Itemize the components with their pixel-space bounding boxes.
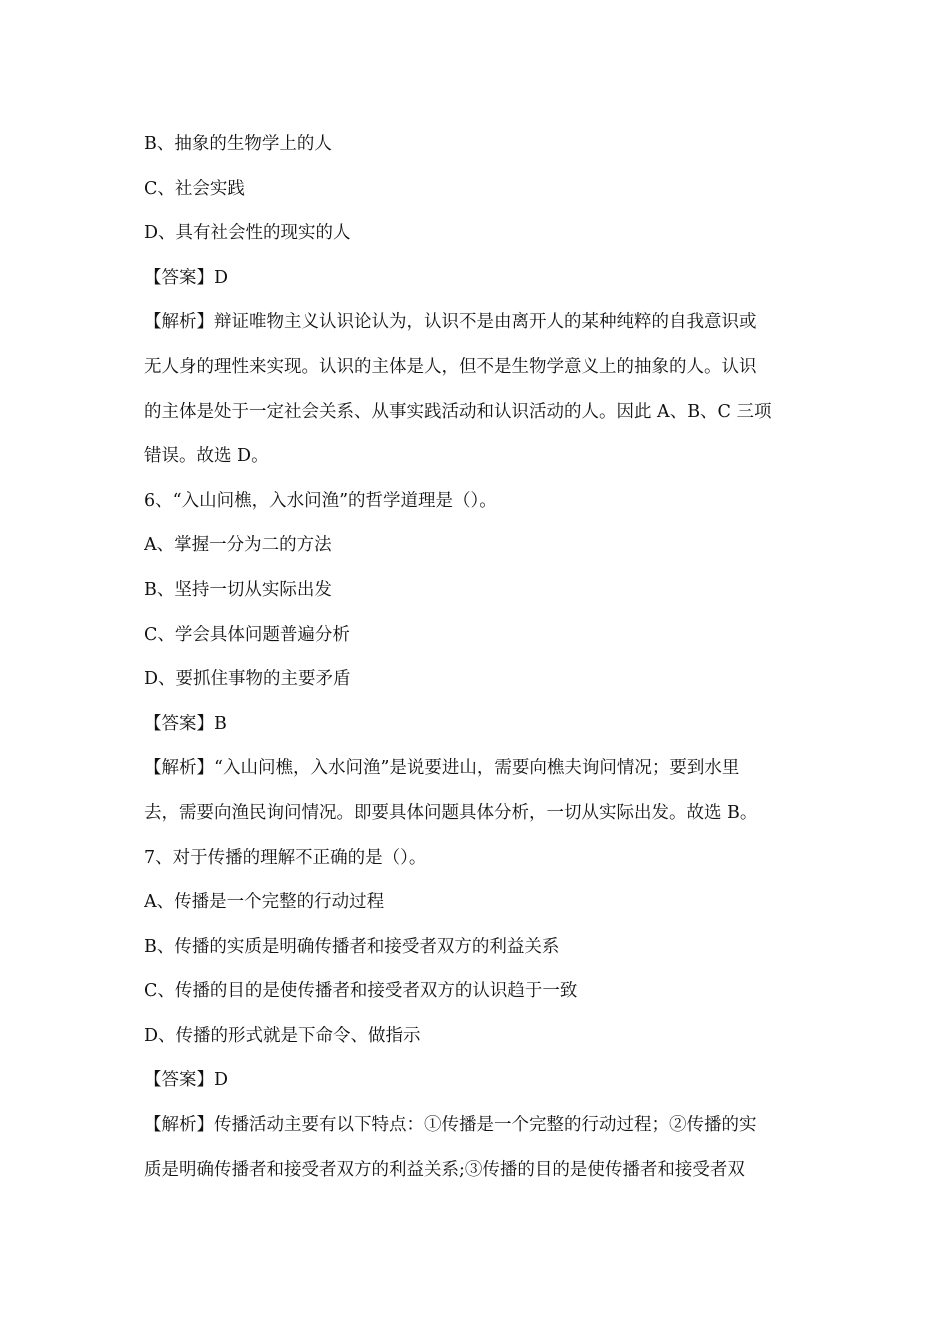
answer-line: 【答案】B [144, 713, 227, 734]
analysis-line: 质是明确传播者和接受者双方的利益关系;③传播的目的是使传播者和接受者双 [144, 1159, 745, 1180]
option-line: B、传播的实质是明确传播者和接受者双方的利益关系 [144, 936, 560, 957]
analysis-line: 无人身的理性来实现。认识的主体是人，但不是生物学意义上的抽象的人。认识 [144, 356, 757, 377]
analysis-line: 【解析】辩证唯物主义认识论认为，认识不是由离开人的某种纯粹的自我意识或 [144, 312, 757, 333]
analysis-line: 【解析】传播活动主要有以下特点：①传播是一个完整的行动过程；②传播的实 [144, 1115, 757, 1136]
option-line: C、社会实践 [144, 178, 245, 199]
question-line: 6、“入山问樵，入水问渔”的哲学道理是（）。 [144, 490, 497, 511]
option-line: B、抽象的生物学上的人 [144, 134, 332, 154]
option-line: C、传播的目的是使传播者和接受者双方的认识趋于一致 [144, 981, 578, 1002]
document-body [144, 127, 812, 1197]
option-line: D、具有社会性的现实的人 [144, 223, 351, 244]
analysis-line: 错误。故选 D。 [144, 446, 269, 467]
option-line: D、要抓住事物的主要矛盾 [144, 669, 351, 690]
analysis-line: 去，需要向渔民询问情况。即要具体问题具体分析，一切从实际出发。故选 B。 [144, 802, 758, 823]
analysis-line: 【解析】“入山问樵，入水问渔”是说要进山，需要向樵夫询问情况；要到水里 [144, 758, 740, 779]
question-line: 7、对于传播的理解不正确的是（）。 [144, 847, 427, 868]
option-line: C、学会具体问题普遍分析 [144, 624, 350, 645]
option-line: B、坚持一切从实际出发 [144, 579, 332, 600]
option-line: D、传播的形式就是下命令、做指示 [144, 1025, 421, 1046]
option-line: A、传播是一个完整的行动过程 [144, 892, 385, 913]
answer-line: 【答案】D [144, 267, 229, 288]
option-line: A、掌握一分为二的方法 [144, 535, 332, 556]
analysis-line: 的主体是处于一定社会关系、从事实践活动和认识活动的人。因此 A、B、C 三项 [144, 401, 772, 422]
answer-line: 【答案】D [144, 1070, 229, 1091]
